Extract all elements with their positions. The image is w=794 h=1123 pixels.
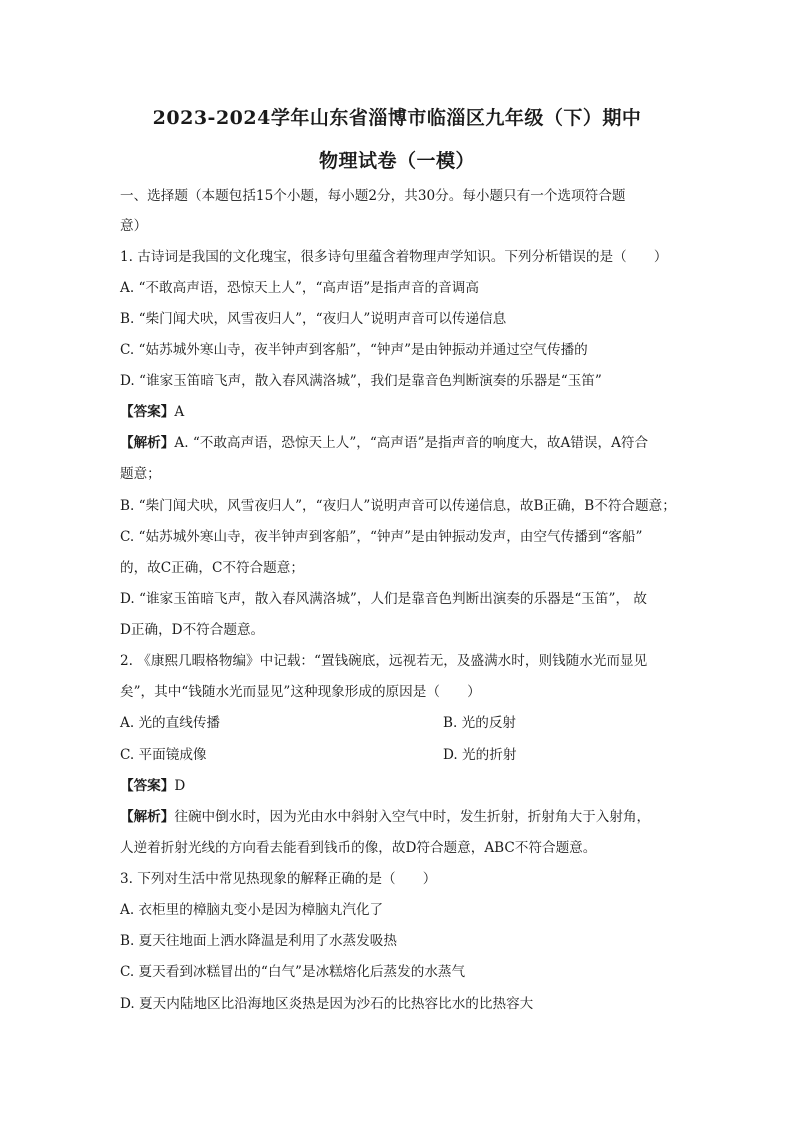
question-2-analysis-line: 人逆着折射光线的方向看去能看到钱币的像，故D符合题意，ABC不符合题意。 [120, 840, 597, 856]
question-3-option-a: A. 衣柜里的樟脑丸变小是因为樟脑丸汽化了 [120, 902, 384, 918]
question-1-option-c: C. “姑苏城外寒山寺，夜半钟声到客船”，“钟声”是由钟振动并通过空气传播的 [120, 342, 588, 358]
section-heading-cont: 意） [120, 218, 148, 234]
question-1-analysis [120, 433, 685, 453]
question-2-option-d: D. 光的折射 [443, 747, 517, 763]
question-2-analysis [120, 807, 685, 827]
question-1-option-b: B. “柴门闻犬吠，风雪夜归人”，“夜归人”说明声音可以传递信息 [120, 311, 507, 327]
question-1-answer [120, 402, 685, 422]
question-3-option-b: B. 夏天往地面上洒水降温是利用了水蒸发吸热 [120, 933, 397, 949]
question-1-analysis-line: C. “姑苏城外寒山寺，夜半钟声到客船”，“钟声”是由钟振动发声，由空气传播到“客船” [120, 529, 643, 545]
question-2-stem: 2. 《康熙几暇格物编》中记载：“置钱碗底，远视若无，及盛满水时，则钱随水光而显见 [120, 653, 648, 669]
analysis-text: 往碗中倒水时，因为光由水中斜射入空气中时，发生折射，折射角大于入射角， [174, 809, 651, 825]
analysis-text: A. “不敢高声语，恐惊天上人”，“高声语”是指声音的响度大，故A错误，A符合 [174, 435, 649, 451]
question-2-option-c: C. 平面镜成像 [120, 747, 207, 763]
page-title-line2: 物理试卷（一模） [318, 150, 475, 172]
answer-value: D [174, 778, 186, 794]
question-2-stem-cont: 矣”，其中“钱随水光而显见”这种现象形成的原因是（ ） [120, 684, 481, 700]
question-2-option-b: B. 光的反射 [443, 715, 517, 731]
question-1-option-d: D. “谁家玉笛暗飞声，散入春风满洛城”，我们是靠音色判断演奏的乐器是“玉笛” [120, 373, 602, 389]
question-1-analysis-line: B. “柴门闻犬吠，风雪夜归人”，“夜归人”说明声音可以传递信息，故B正确，B不符合题意； [120, 498, 676, 514]
question-3-stem: 3. 下列对生活中常见热现象的解释正确的是（ ） [120, 871, 437, 887]
answer-label: 【答案】 [120, 404, 175, 420]
question-1-analysis-line: 题意； [120, 466, 161, 482]
question-1-stem: 1. 古诗词是我国的文化瑰宝，很多诗句里蕴含着物理声学知识。下列分析错误的是（ ） [120, 249, 668, 265]
question-3-option-c: C. 夏天看到冰糕冒出的“白气”是冰糕熔化后蒸发的水蒸气 [120, 964, 466, 980]
page-title-line1: 2023-2024学年山东省淄博市临淄区九年级（下）期中 [152, 107, 642, 129]
question-1-analysis-line: 的，故C正确，C不符合题意； [120, 560, 304, 576]
question-1-option-a: A. “不敢高声语，恐惊天上人”，“高声语”是指声音的音调高 [120, 280, 479, 296]
answer-label: 【答案】 [120, 778, 175, 794]
question-1-analysis-line: D正确，D不符合题意。 [120, 622, 265, 638]
answer-value: A [174, 404, 185, 420]
question-3-option-d: D. 夏天内陆地区比沿海地区炎热是因为沙石的比热容比水的比热容大 [120, 996, 534, 1012]
analysis-label: 【解析】 [120, 435, 175, 451]
question-2-answer [120, 776, 685, 796]
section-heading: 一、选择题（本题包括15个小题，每小题2分，共30分。每小题只有一个选项符合题 [120, 188, 626, 204]
question-1-analysis-line: D. “谁家玉笛暗飞声，散入春风满洛城”，人们是靠音色判断出演奏的乐器是“玉笛”， 故 [120, 591, 647, 607]
question-2-option-a: A. 光的直线传播 [120, 715, 221, 731]
analysis-label: 【解析】 [120, 809, 175, 825]
